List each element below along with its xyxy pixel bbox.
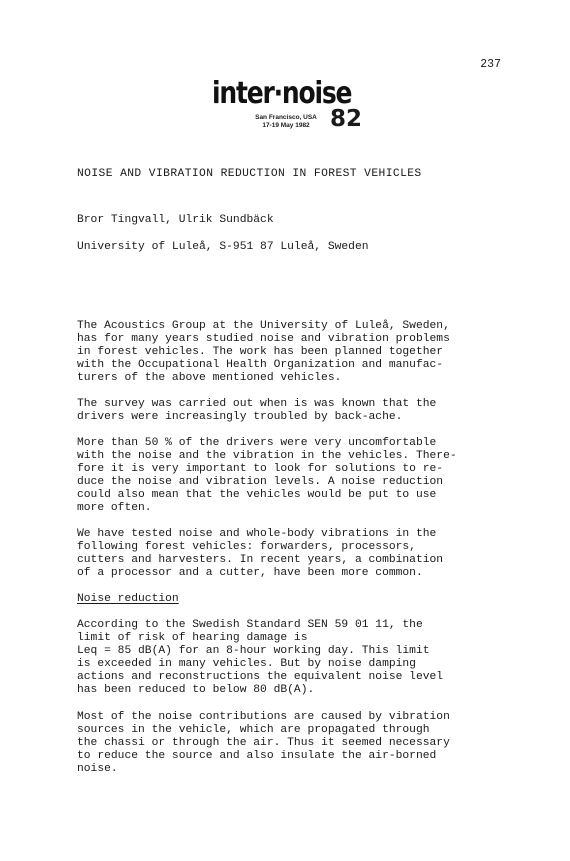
paragraph-survey: The survey was carried out when is was known that the drivers were increasingly troubled by back-ache. [77, 398, 437, 423]
logo-place [248, 114, 324, 130]
logo-dates: 17-19 May 1982 [262, 122, 310, 129]
logo-year: 82 [330, 106, 363, 132]
paragraph-drivers: More than 50 % of the drivers were very uncomfortable with the noise and the vibration in the vehicles. There- fore it is very important to look for solutions to re- duce the noise and vibration levels. A noise reduction could also mean that the vehicles would be put to use more often. [77, 437, 457, 514]
section-heading: Noise reduction [77, 593, 179, 605]
paper-title: NOISE AND VIBRATION REDUCTION IN FOREST VEHICLES [77, 168, 422, 180]
paragraph-standard: According to the Swedish Standard SEN 59 01 11, the limit of risk of hearing damage is Leq = 85 dB(A) for an 8-hour working day. This limit is exceeded in many vehicles. But by noise damping actions and reconstructions the equivalent noise level has been reduced to below 80 dB(A). [77, 619, 444, 696]
paragraph-sources: Most of the noise contributions are caused by vibration sources in the vehicle, which are propagated through the chassi or through the air. Thus it seemed necessary to reduce the source and also insulate the air-borned noise. [77, 711, 450, 775]
logo-wordmark: inter·noise [212, 75, 352, 111]
paragraph-vehicles: We have tested noise and whole-body vibrations in the following forest vehicles: forwarders, processors, cutters and harvesters. In recent years, a combination of a processor and a cutter, have been more common. [77, 528, 444, 579]
affiliation: University of Luleå, S-951 87 Luleå, Sweden [77, 241, 369, 253]
paragraph-intro: The Acoustics Group at the University of Luleå, Sweden, has for many years studied noise and vibration problems in forest vehicles. The work has been planned together with the Occupational Health Organization and manufac- turers of the above mentioned vehicles. [77, 320, 450, 384]
conference-logo [212, 75, 367, 138]
authors: Bror Tingvall, Ulrik Sundbäck [77, 214, 274, 226]
logo-location: San Francisco, USA [255, 114, 317, 121]
page-number: 237 [480, 58, 501, 71]
